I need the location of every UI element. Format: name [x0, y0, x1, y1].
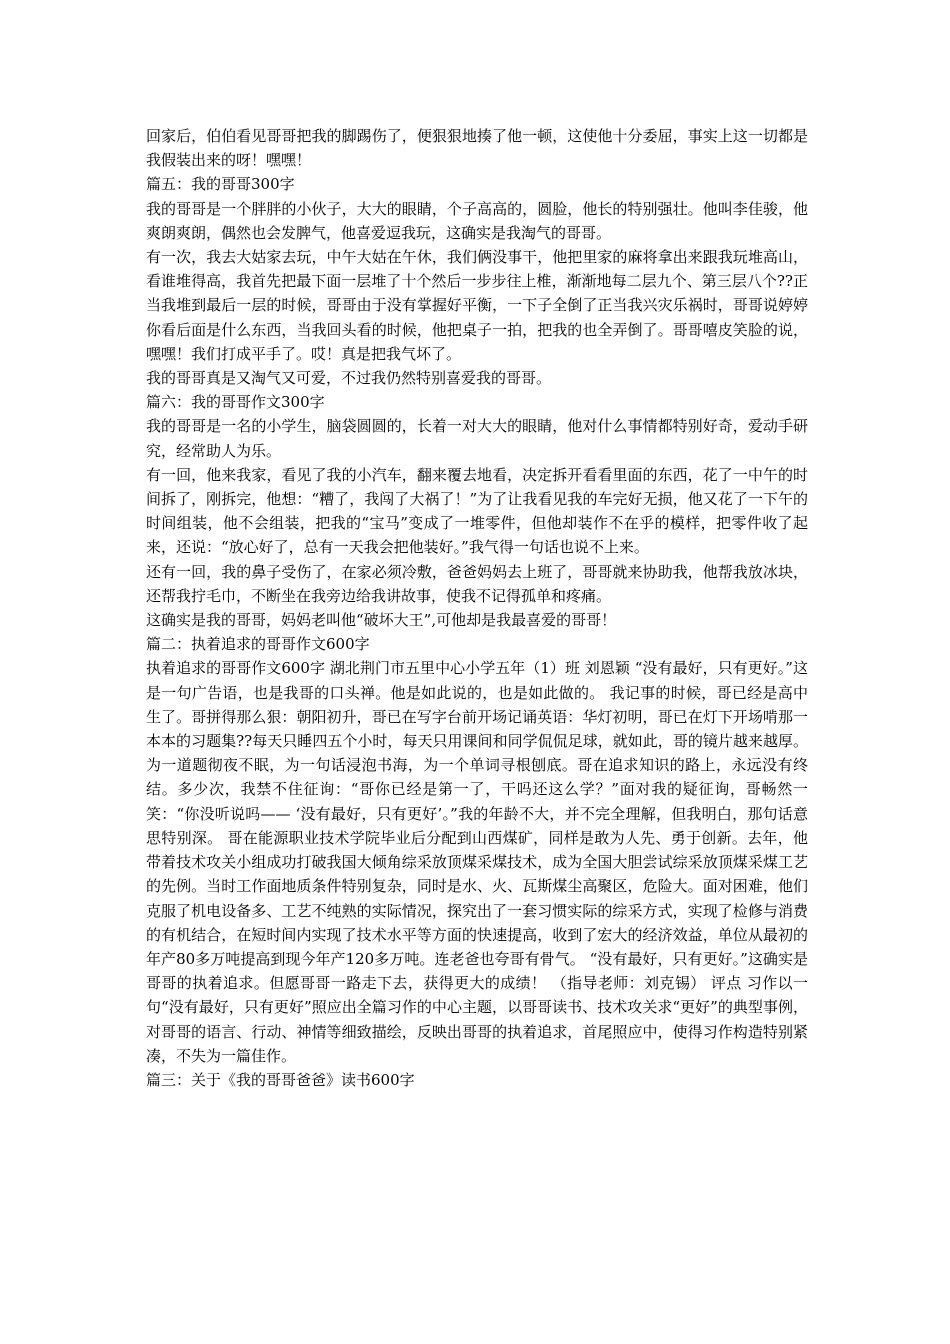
- paragraph: 我的哥哥真是又淘气又可爱，不过我仍然特别喜爱我的哥哥。: [146, 369, 552, 388]
- section-heading-6: 篇六：我的哥哥作文300字: [146, 393, 325, 412]
- paragraph: 我的哥哥是一名的小学生，脑袋圆圆的，长着一对大大的眼睛，他对什么事情都特别好奇，爱动手研究，经常助人为乐。: [146, 417, 808, 460]
- paragraph: 我的哥哥是一个胖胖的小伙子，大大的眼睛，个子高高的，圆脸，他长的特别强壮。他叫李佳骏，他爽朗爽朗，偶然也会发脾气，他喜爱逗我玩，这确实是我淘气的哥哥。: [146, 199, 808, 242]
- paragraph: 执着追求的哥哥作文600字 湖北荆门市五里中心小学五年（1）班 刘恩颖 “没有最好，只有更好。”这是一句广告语，也是我哥的口头禅。他是如此说的，也是如此做的。 我记事的时候，哥已经是高中生了。哥拼得那么狠：朝阳初升，哥已在写字台前开场记诵英语：华灯初明，哥已在灯下开场啃那一本本的习题集??每天只睡四五个小时，每天只用课间和同学侃侃足球，就如此，哥的镜片越来越厚。为一道题彻夜不眠，为一句话浸泡书海，为一个单词寻根刨底。哥在追求知识的路上，永远没有终结。多少次，我禁不住征询：“哥你已经是第一了，干吗还这么学？”面对我的疑征询，哥畅然一笑：“你没听说吗—— ‘没有最好，只有更好’。”我的年龄不大，并不完全理解，但我明白，那句话意思特别深。 哥在能源职业技术学院毕业后分配到山西煤矿，同样是敢为人先、勇于创新。去年，他带着技术攻关小组成功打破我国大倾角综采放顶煤采煤技术，成为全国大胆尝试综采放顶煤采煤工艺的先例。当时工作面地质条件特别复杂，同时是水、火、瓦斯煤尘高聚区，危险大。面对困难，他们克服了机电设备多、工艺不纯熟的实际情况，探究出了一套习惯实际的综采方式，实现了检修与消费的有机结合，在短时间内实现了技术水平等方面的快速提高，收到了宏大的经济效益，单位从最初的年产80多万吨提高到现今年产120多万吨。连老爸也夸哥有骨气。 “没有最好，只有更好。”这确实是哥哥的执着追求。但愿哥哥一路走下去，获得更大的成绩！ （指导老师：刘克锡） 评点 习作以一句“没有最好，只有更好”照应出全篇习作的中心主题，以哥哥读书、技术攻关求“更好”的典型事例，对哥哥的语言、行动、神情等细致描绘，反映出哥哥的执着追求，首尾照应中，使得习作构造特别紧凑，不失为一篇佳作。: [146, 659, 808, 1065]
- document-body: [146, 124, 808, 1092]
- section-heading-3: 篇三：关于《我的哥哥爸爸》读书600字: [146, 1070, 415, 1089]
- paragraph: 有一次，我去大姑家去玩，中午大姑在午休，我们俩没事干，他把里家的麻将拿出来跟我玩堆高山，看谁堆得高，我首先把最下面一层堆了十个然后一步步往上椎，渐渐地每二层九个、第三层八个??正当我堆到最后一层的时候，哥哥由于没有掌握好平衡，一下子全倒了正当我兴灾乐祸时，哥哥说婷婷你看后面是什么东西，当我回头看的时候，他把桌子一拍，把我的也全弄倒了。哥哥嘻皮笑脸的说，嘿嘿！我们打成平手了。哎！真是把我气坏了。: [146, 248, 808, 363]
- section-heading-5: 篇五：我的哥哥300字: [146, 175, 295, 194]
- paragraph: 还有一回，我的鼻子受伤了，在家必须冷敷，爸爸妈妈去上班了，哥哥就来协助我，他帮我放冰块，还帮我拧毛巾，不断坐在我旁边给我讲故事，使我不记得孤单和疼痛。: [146, 562, 808, 605]
- section-heading-2: 篇二：执着追求的哥哥作文600字: [146, 635, 370, 654]
- paragraph-intro-ending: 回家后，伯伯看见哥哥把我的脚踢伤了，便狠狠地揍了他一顿，这使他十分委屈，事实上这一切都是我假装出来的呀！嘿嘿！: [146, 127, 808, 170]
- paragraph: 有一回，他来我家，看见了我的小汽车，翻来覆去地看，决定拆开看看里面的东西，花了一中午的时间拆了，刚拆完，他想：“糟了，我闯了大祸了！”为了让我看见我的车完好无损，他又花了一下午的时间组装，他不会组装，把我的“宝马”变成了一堆零件，但他却装作不在乎的模样，把零件收了起来，还说：“放心好了，总有一天我会把他装好。”我气得一句话也说不上来。: [146, 465, 808, 557]
- paragraph: 这确实是我的哥哥，妈妈老叫他“破坏大王”,可他却是我最喜爱的哥哥！: [146, 611, 617, 630]
